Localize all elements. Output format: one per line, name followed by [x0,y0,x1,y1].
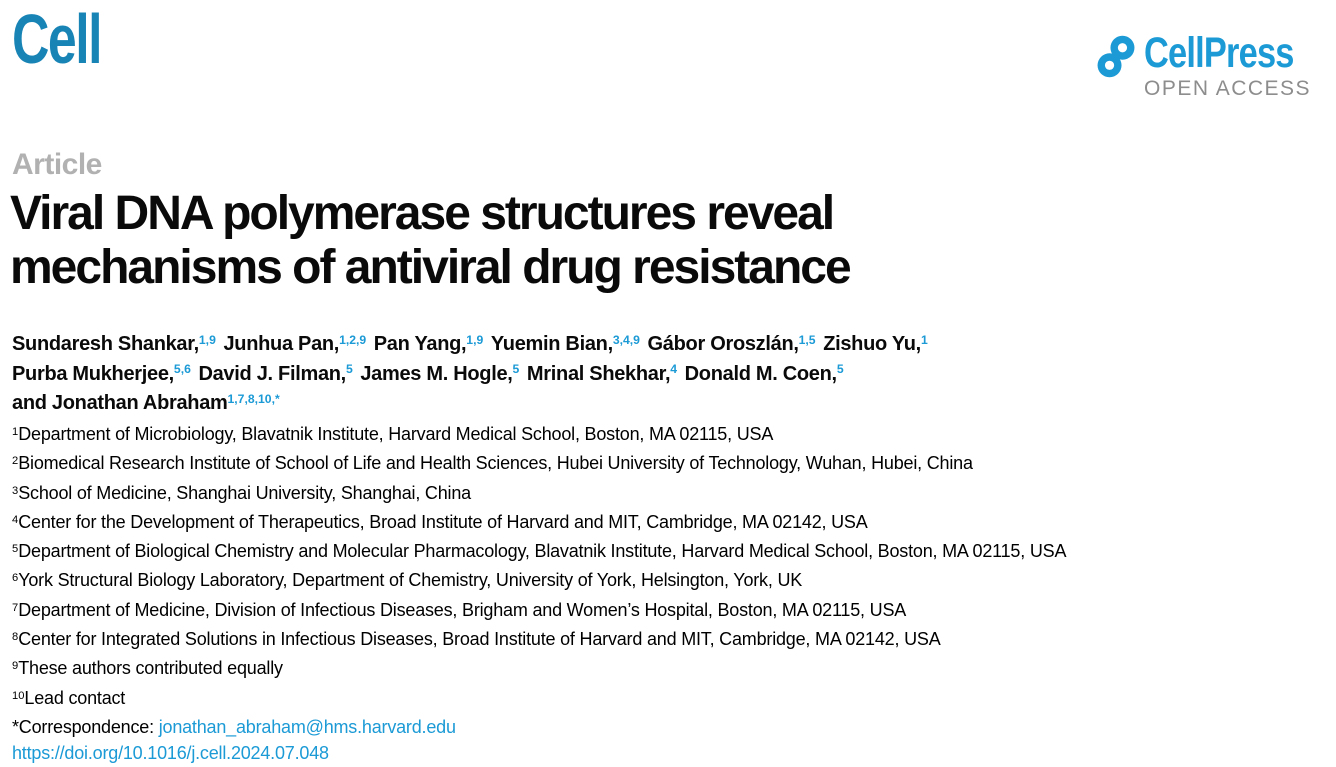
affiliation-number: 2 [12,455,19,468]
affiliation-item [12,597,1066,626]
affiliation-item [12,685,1066,714]
affiliation-item [12,567,1066,596]
author-affiliation-superscript: 5 [345,362,353,377]
author [527,363,677,385]
affiliation-number: 5 [12,543,19,556]
affiliation-text: Department of Microbiology, Blavatnik Institute, Harvard Medical School, Boston, MA 02115, USA [18,424,774,444]
author-line [12,390,928,420]
affiliation-item [12,450,1066,479]
author [491,333,640,355]
affiliation-number: 1 [12,425,19,438]
affiliation-number: 3 [12,484,19,497]
author-line [12,361,928,391]
affiliation-block [12,421,1066,767]
affiliation-item [12,421,1066,450]
author-name: Yuemin Bian, [490,333,613,355]
author-name: Junhua Pan, [223,333,340,355]
author-affiliation-superscript: 3,4,9 [612,332,640,347]
author-affiliation-superscript: 1,7,8,10,* [227,391,280,406]
author [685,363,844,385]
affiliation-text: Lead contact [24,687,126,708]
author-name: and Jonathan Abraham [12,392,228,414]
doi-link[interactable]: https://doi.org/10.1016/j.cell.2024.07.048 [12,743,329,764]
affiliation-item [12,480,1066,509]
author-affiliation-superscript: 1,9 [466,332,484,347]
affiliation-text: These authors contributed equally [18,658,283,679]
paper-title-line1: Viral DNA polymerase structures reveal [10,187,834,240]
author-affiliation-superscript: 1 [920,332,928,347]
affiliation-text: York Structural Biology Laboratory, Department of Chemistry, University of York, Helsington, York, UK [18,570,803,591]
author-affiliation-superscript: 5 [512,362,520,377]
author [12,333,216,355]
author-name: James M. Hogle, [360,362,513,385]
paper-title-line2: mechanisms of antiviral drug resistance [10,241,850,294]
author-name: Gábor Oroszlán, [647,333,799,355]
affiliation-number: 7 [12,601,19,614]
author-name: Donald M. Coen, [684,362,837,385]
affiliation-number: 6 [12,572,19,585]
author-name: Sundaresh Shankar, [12,333,199,355]
author-affiliation-superscript: 1,9 [198,332,216,347]
correspondence-email-link[interactable]: jonathan_abraham@hms.harvard.edu [158,716,456,737]
author-line [12,331,928,361]
affiliation-text: Department of Medicine, Division of Infectious Diseases, Brigham and Women’s Hospital, Boston, MA 02115, USA [18,599,907,620]
author-name: Mrinal Shekhar, [526,362,671,385]
author-affiliation-superscript: 1,5 [798,332,816,347]
affiliation-number: 10 [12,689,25,702]
author-affiliation-superscript: 5 [836,362,844,377]
affiliation-text: Center for Integrated Solutions in Infectious Diseases, Broad Institute of Harvard and MIT, Cambridge, MA 02142, USA [18,629,941,650]
author-name: Pan Yang, [373,333,467,355]
author [223,333,366,355]
cell-journal-logo: Cell [12,0,102,78]
affiliation-item [12,626,1066,655]
doi-line [12,740,1066,766]
author-list [12,331,928,420]
author-name: David J. Filman, [198,362,346,385]
paper-title [10,187,850,295]
author [12,392,280,414]
correspondence-label: *Correspondence: [12,716,154,737]
cellpress-swoosh-icon [1092,34,1140,80]
cellpress-logo-text: CellPress [1144,29,1294,77]
affiliation-text: Biomedical Research Institute of School of Life and Health Sciences, Hubei University of Technology, Wuhan, Hubei, China [18,453,973,474]
author [12,363,191,385]
author-name: Zishuo Yu, [823,333,921,355]
correspondence-line [12,714,1066,740]
author [648,333,816,355]
affiliation-text: Center for the Development of Therapeutics, Broad Institute of Harvard and MIT, Cambridge, MA 02142, USA [18,511,868,532]
author-affiliation-superscript: 1,2,9 [339,332,367,347]
author [198,363,352,385]
author [374,333,483,355]
author [360,363,519,385]
open-access-label: OPEN ACCESS [1144,77,1312,100]
affiliation-item [12,509,1066,538]
affiliation-text: School of Medicine, Shanghai University, Shanghai, China [18,482,471,503]
affiliation-number: 8 [12,631,19,644]
affiliation-list [12,421,1066,714]
author-affiliation-superscript: 5,6 [173,362,191,377]
cellpress-logo [1092,29,1312,105]
affiliation-number: 9 [12,660,19,673]
author [823,333,928,355]
article-type-label: Article [12,148,102,181]
affiliation-item [12,538,1066,567]
author-name: Purba Mukherjee, [12,362,174,385]
affiliation-number: 4 [12,513,19,526]
affiliation-text: Department of Biological Chemistry and Molecular Pharmacology, Blavatnik Institute, Harvard Medical School, Boston, MA 02115, USA [18,541,1067,562]
author-affiliation-superscript: 4 [670,362,678,377]
affiliation-item [12,655,1066,684]
